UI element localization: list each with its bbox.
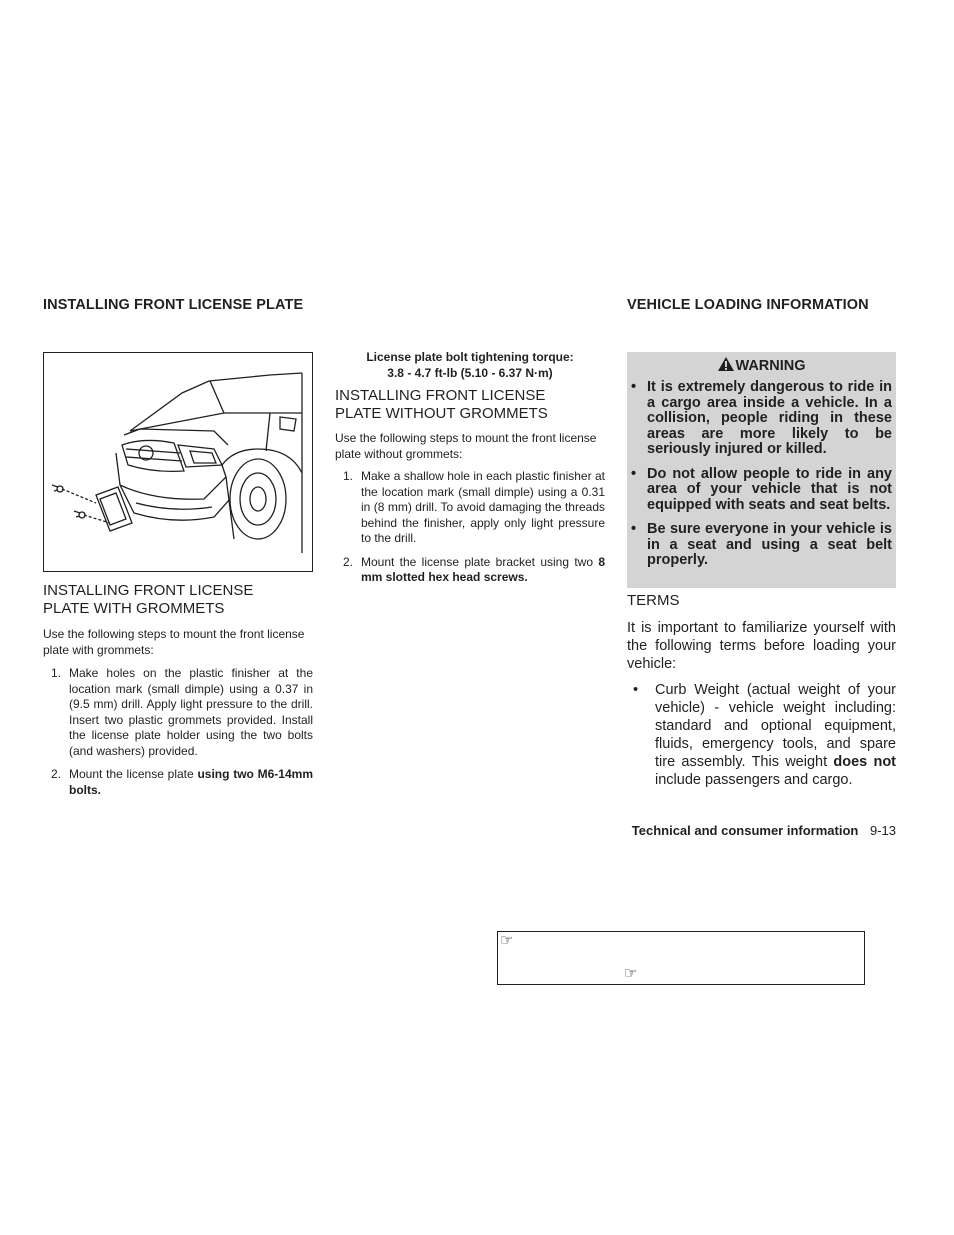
step-number: 2. bbox=[343, 554, 354, 569]
with-grommets-steps bbox=[43, 666, 313, 806]
term-text-tail: include passengers and cargo. bbox=[655, 772, 853, 788]
terms-list bbox=[627, 681, 896, 789]
step-number: 2. bbox=[51, 767, 62, 781]
section-title-vehicle-loading: VEHICLE LOADING INFORMATION bbox=[627, 297, 869, 313]
term-text: Curb Weight (actual weight of your vehicle) - vehicle weight including: standard and optional equipment, fluids, emergency tools, and spare tire assembly. This weight bbox=[655, 682, 896, 770]
warning-text: It is extremely dangerous to ride in a cargo area inside a vehicle. In a collision, people riding in these areas are more likely to be seriously injured or killed. bbox=[647, 379, 892, 457]
page-footer bbox=[632, 823, 896, 838]
without-grommets-steps bbox=[335, 469, 605, 594]
truck-front-drawing bbox=[44, 353, 312, 571]
list-item bbox=[627, 380, 896, 458]
step-text-bold: using two M6-14mm bolts. bbox=[69, 767, 313, 797]
heading-with-grommets-line2: PLATE WITH GROMMETS bbox=[43, 600, 225, 617]
term-text-bold: does not bbox=[833, 754, 897, 770]
list-item bbox=[335, 469, 605, 547]
list-item bbox=[627, 681, 896, 789]
heading-without-grommets-line1: INSTALLING FRONT LICENSE bbox=[335, 387, 546, 404]
annotation-box bbox=[497, 931, 865, 985]
step-text-bold: 8 mm slotted hex head screws. bbox=[361, 554, 605, 584]
warning-list bbox=[627, 380, 896, 569]
with-grommets-intro: Use the following steps to mount the front license plate with grommets: bbox=[43, 627, 305, 657]
torque-label: License plate bolt tightening torque: bbox=[366, 350, 574, 364]
list-item bbox=[335, 555, 605, 586]
list-item bbox=[43, 767, 313, 798]
chapter-title: Technical and consumer information bbox=[631, 823, 859, 838]
warning-header bbox=[627, 352, 896, 376]
terms-heading: TERMS bbox=[627, 592, 680, 609]
truck-illustration bbox=[43, 352, 313, 572]
bullet: • bbox=[631, 465, 637, 482]
warning-box bbox=[627, 352, 896, 588]
heading-with-grommets-line1: INSTALLING FRONT LICENSE bbox=[43, 582, 254, 599]
heading-with-grommets bbox=[43, 582, 253, 618]
terms-intro: It is important to familiarize yourself with the following terms before loading your vehicle: bbox=[627, 620, 896, 672]
step-text: Mount the license plate bracket using two bbox=[361, 554, 599, 569]
warning-triangle-icon bbox=[717, 356, 735, 372]
list-item bbox=[627, 467, 896, 514]
bullet: • bbox=[631, 379, 637, 395]
warning-text: Be sure everyone in your vehicle is in a seat and using a seat belt properly. bbox=[647, 521, 892, 568]
warning-title: WARNING bbox=[735, 358, 806, 374]
torque-spec bbox=[335, 350, 605, 381]
pointing-hand-icon: ☞ bbox=[500, 932, 514, 949]
page-number: 9-13 bbox=[869, 823, 896, 838]
heading-without-grommets bbox=[335, 387, 548, 423]
without-grommets-intro: Use the following steps to mount the front license plate without grommets: bbox=[335, 431, 597, 461]
step-text: Make holes on the plastic finisher at the location mark (small dimple) using a 0.37 in (9.5 mm) drill. Apply light pressure to the drill. Insert two plastic grommets provided. Install the license plate holder using the two bolts (and washers) provided. bbox=[69, 666, 313, 758]
bullet: • bbox=[633, 682, 639, 698]
warning-text: Do not allow people to ride in any area of your vehicle that is not equipped with seats and seat belts. bbox=[647, 465, 892, 513]
step-number: 1. bbox=[51, 666, 62, 680]
section-title-installing-front-license-plate: INSTALLING FRONT LICENSE PLATE bbox=[43, 297, 304, 313]
pointing-hand-icon: ☞ bbox=[624, 965, 638, 982]
step-text: Make a shallow hole in each plastic finisher at the location mark (small dimple) using a 0.31 in (8 mm) drill. To avoid damaging the threads behind the finisher, apply only light pressure to the drill. bbox=[361, 469, 605, 545]
list-item bbox=[43, 666, 313, 759]
heading-without-grommets-line2: PLATE WITHOUT GROMMETS bbox=[335, 405, 548, 422]
torque-value: 3.8 - 4.7 ft-lb (5.10 - 6.37 N·m) bbox=[387, 365, 553, 380]
bullet: • bbox=[631, 521, 637, 537]
list-item bbox=[627, 522, 896, 569]
step-text: Mount the license plate bbox=[69, 767, 198, 781]
step-number: 1. bbox=[343, 469, 354, 483]
